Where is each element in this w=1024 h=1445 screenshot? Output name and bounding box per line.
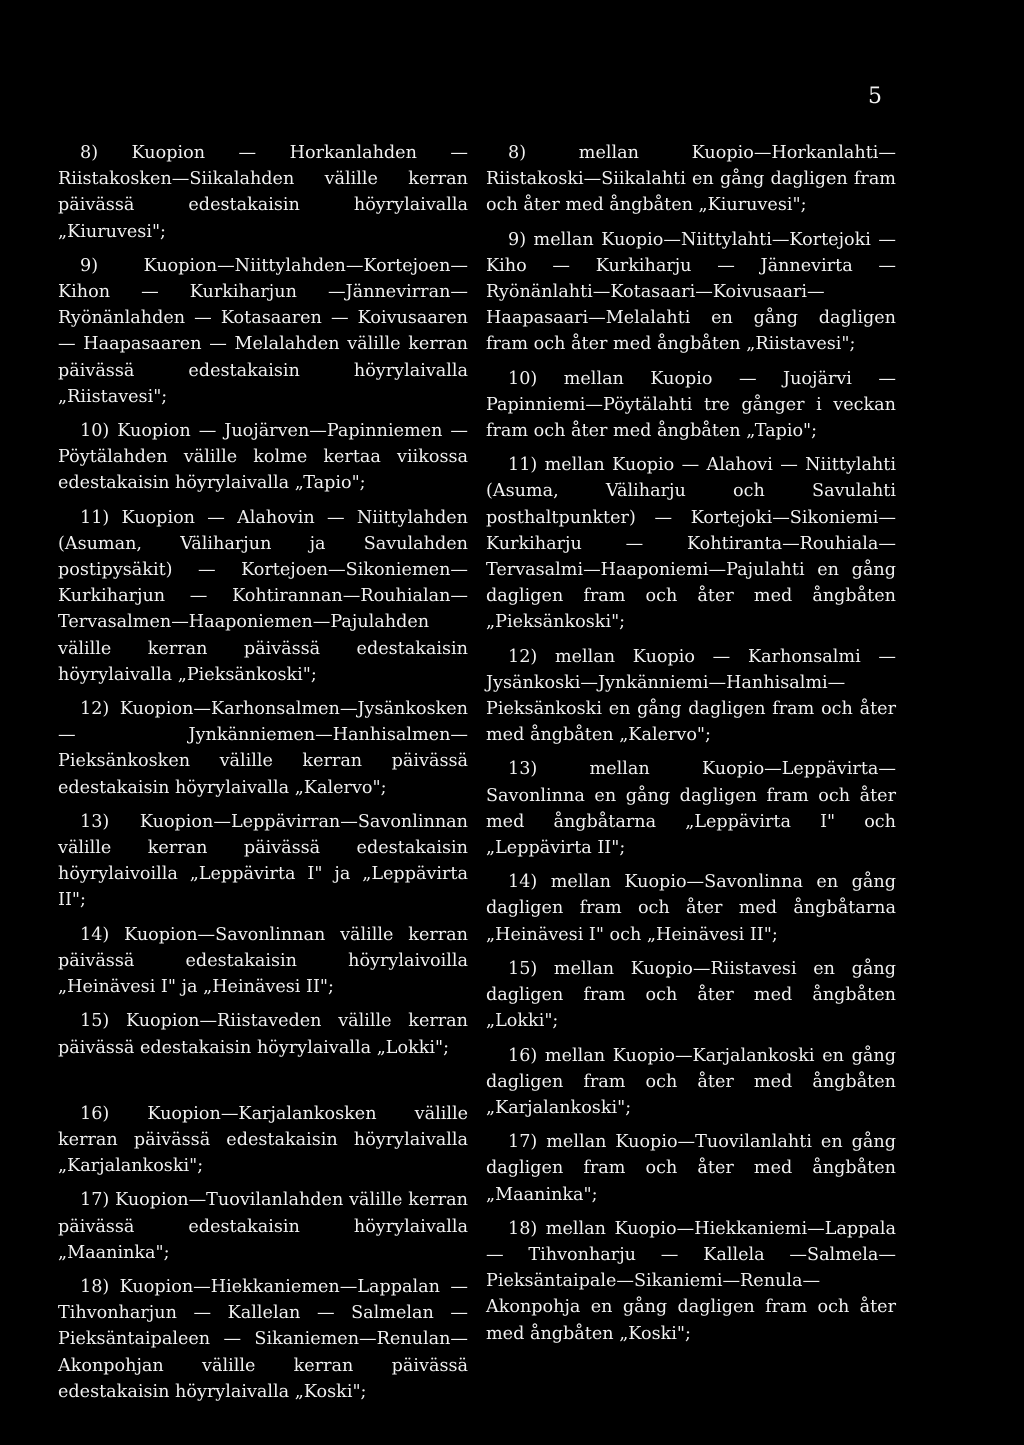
route-entry-10-fi: 10) Kuopion — Juojärven—Papinniemen —Pöytälahden välille kolme kertaa viikossa edestakaisin höyrylaivalla „Tapio"; xyxy=(58,421,468,494)
route-entry-8-sv: 8) mellan Kuopio—Horkanlahti—Riistakoski—Siikalahti en gång dagligen fram och åter med ångbåten „Kiuruvesi"; xyxy=(486,143,896,216)
route-entry-15-fi: 15) Kuopion—Riistaveden välille kerran päivässä edestakaisin höyrylaivalla „Lokki"; xyxy=(58,1011,468,1058)
route-entry-11-sv: 11) mellan Kuopio — Alahovi — Niittylahti (Asuma, Väliharju och Savulahti posthaltpunkter) — Kortejoki—Sikoniemi—Kurkiharju — Kohtiranta—Rouhiala—Tervasalmi—Haaponiemi—Pajulahti en gång dagligen fram och åter med ångbåten „Pieksänkoski"; xyxy=(486,455,896,633)
route-entry-13-fi: 13) Kuopion—Leppävirran—Savonlinnan välille kerran päivässä edestakaisin höyrylaivoilla „Leppävirta I" ja „Leppävirta II"; xyxy=(58,811,468,911)
route-entry-16-fi: 16) Kuopion—Karjalankosken välille kerran päivässä edestakaisin höyrylaivalla „Karjalankoski"; xyxy=(58,1103,468,1177)
route-entry-9-sv: 9) mellan Kuopio—Niittylahti—Kortejoki — Kiho — Kurkiharju — Jännevirta — Ryönänlahti—Kotasaari—Koivusaari—Haapasaari—Melalahti en gång dagligen fram och åter med ångbåten „Riistavesi"; xyxy=(486,229,896,355)
route-entry-18-sv: 18) mellan Kuopio—Hiekkaniemi—Lappala — Tihvonharju — Kallela —Salmela— Pieksäntaipale—Sikaniemi—Renula—Akonpohja en gång dagligen fram och åter med ångbåten „Koski"; xyxy=(486,1218,896,1344)
finnish-column xyxy=(58,140,468,1405)
route-entry-12-sv: 12) mellan Kuopio — Karhonsalmi — Jysänkoski—Jynkänniemi—Hanhisalmi—Pieksänkoski en gång dagligen fram och åter med ångbåten „Kalervo"; xyxy=(486,646,896,746)
route-entry-17-sv: 17) mellan Kuopio—Tuovilanlahti en gång dagligen fram och åter med ångbåten „Maaninka"; xyxy=(486,1132,896,1205)
route-entry-9-fi: 9) Kuopion—Niittylahden—Kortejoen—Kihon — Kurkiharjun —Jännevirran—Ryönänlahden — Kotasaaren — Koivusaaren — Haapasaaren — Melalahden välille kerran päivässä edestakaisin höyrylaivalla „Riistavesi"; xyxy=(58,255,468,407)
route-entry-16-sv: 16) mellan Kuopio—Karjalankoski en gång dagligen fram och åter med ångbåten „Karjalankoski"; xyxy=(486,1045,896,1118)
route-entry-11-fi: 11) Kuopion — Alahovin — Niittylahden (Asuman, Väliharjun ja Savulahden postipysäkit) — Kortejoen—Sikoniemen—Kurkiharjun — Kohtirannan—Rouhialan—Tervasalmen—Haaponiemen—Pajulahden välille kerran päivässä edestakaisin höyrylaivalla „Pieksänkoski"; xyxy=(58,507,468,685)
route-entry-10-sv: 10) mellan Kuopio — Juojärvi — Papinniemi—Pöytälahti tre gånger i veckan fram och åter med ångbåten „Tapio"; xyxy=(486,368,896,442)
route-entry-8-fi: 8) Kuopion — Horkanlahden —Riistakosken—Siikalahden välille kerran päivässä edestakaisin höyrylaivalla „Kiuruvesi"; xyxy=(58,143,468,242)
route-entry-14-fi: 14) Kuopion—Savonlinnan välille kerran päivässä edestakaisin höyrylaivoilla „Heinävesi I" ja „Heinävesi II"; xyxy=(58,924,468,998)
route-entry-12-fi: 12) Kuopion—Karhonsalmen—Jysänkosken — Jynkänniemen—Hanhisalmen—Pieksänkosken välille kerran päivässä edestakaisin höyrylaivalla „Kalervo"; xyxy=(58,699,468,798)
page-number: 5 xyxy=(868,84,882,109)
swedish-column xyxy=(486,140,896,1347)
route-entry-15-sv: 15) mellan Kuopio—Riistavesi en gång dagligen fram och åter med ångbåten „Lokki"; xyxy=(486,958,896,1032)
route-entry-14-sv: 14) mellan Kuopio—Savonlinna en gång dagligen fram och åter med ångbåtarna „Heinävesi I" och „Heinävesi II"; xyxy=(486,872,896,945)
route-entry-13-sv: 13) mellan Kuopio—Leppävirta—Savonlinna en gång dagligen fram och åter med ångbåtarna „Leppävirta I" och „Leppävirta II"; xyxy=(486,759,896,859)
route-entry-17-fi: 17) Kuopion—Tuovilanlahden välille kerran päivässä edestakaisin höyrylaivalla „Maaninka"; xyxy=(58,1190,468,1263)
route-entry-18-fi: 18) Kuopion—Hiekkaniemen—Lappalan — Tihvonharjun — Kallelan — Salmelan — Pieksäntaipaleen — Sikaniemen—Renulan—Akonpohjan välille kerran päivässä edestakaisin höyrylaivalla „Koski"; xyxy=(58,1276,468,1402)
